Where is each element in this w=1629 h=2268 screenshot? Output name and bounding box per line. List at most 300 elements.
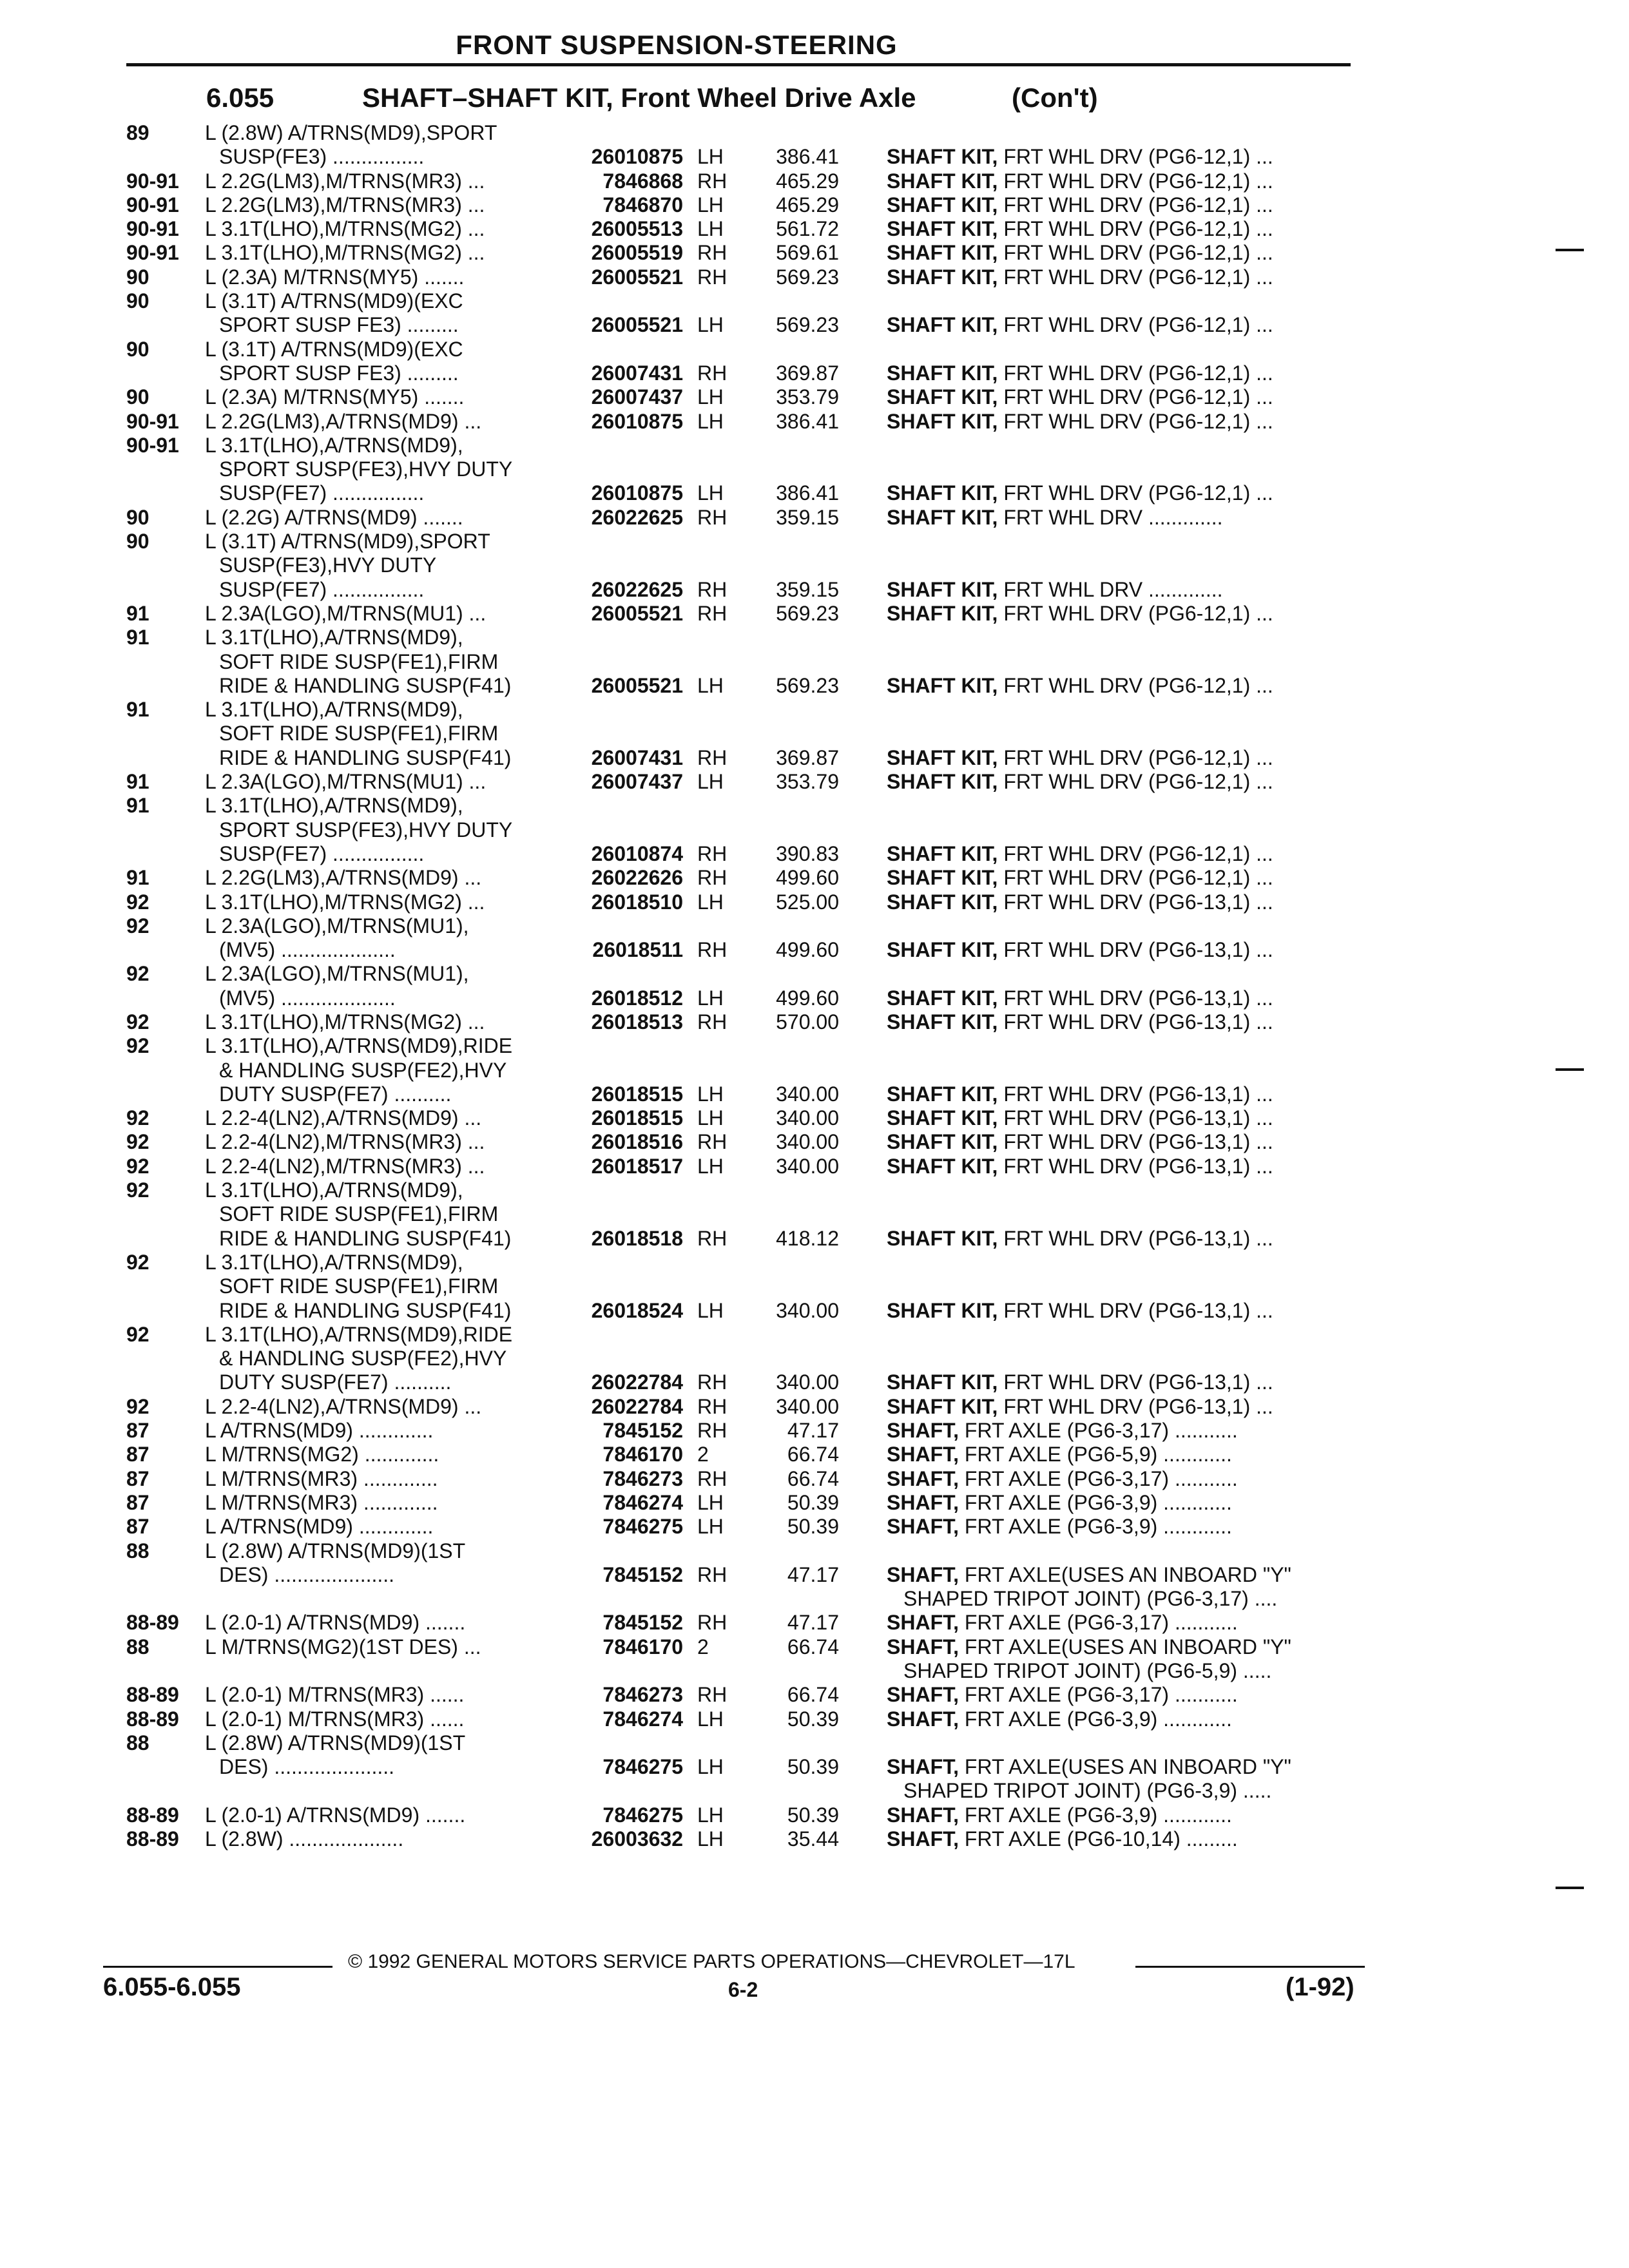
table-row — [0, 145, 1629, 169]
application-description: L 3.1T(LHO),A/TRNS(MD9), — [205, 698, 463, 722]
model-year: 92 — [126, 1250, 149, 1274]
model-year: 91 — [126, 698, 149, 722]
list-price: 525.00 — [776, 890, 839, 914]
part-name-text: FRT WHL DRV (PG6-12,1) ... — [998, 601, 1273, 625]
list-price: 569.23 — [776, 601, 839, 625]
part-number: 26018511 — [592, 938, 683, 962]
application-description: SOFT RIDE SUSP(FE1),FIRM — [219, 722, 499, 745]
application-description: SUSP(FE7) ................ — [219, 841, 425, 865]
application-description: L (2.0-1) A/TRNS(MD9) ....... — [205, 1611, 466, 1635]
part-name — [887, 1467, 1238, 1491]
model-year: 90-91 — [126, 193, 179, 216]
page-header-title: FRONT SUSPENSION-STEERING — [456, 30, 898, 60]
table-row — [0, 1659, 1629, 1683]
application-description: L (2.3A) M/TRNS(MY5) ....... — [205, 265, 465, 289]
application-description: L 2.3A(LGO),M/TRNS(MU1), — [205, 914, 469, 937]
part-name-bold: SHAFT KIT, — [887, 1106, 998, 1130]
part-name-bold: SHAFT KIT, — [887, 866, 998, 890]
part-number: 26022784 — [591, 1370, 683, 1394]
model-year: 87 — [126, 1515, 149, 1539]
list-price: 386.41 — [776, 409, 839, 433]
part-name-bold: SHAFT KIT, — [887, 673, 998, 697]
part-name-text: FRT AXLE(USES AN INBOARD "Y" — [959, 1635, 1291, 1658]
part-number: 26018510 — [591, 890, 683, 914]
part-number: 7846275 — [602, 1803, 683, 1827]
part-name-text: FRT WHL DRV ............. — [998, 577, 1223, 601]
table-row — [0, 986, 1629, 1010]
part-name-text: SHAPED TRIPOT JOINT) (PG6-3,17) .... — [903, 1587, 1278, 1611]
part-name-bold: SHAFT, — [887, 1466, 959, 1490]
table-row — [0, 1059, 1629, 1082]
table-row — [0, 193, 1629, 217]
part-name-text: FRT AXLE (PG6-3,9) ............ — [959, 1490, 1232, 1514]
list-price: 340.00 — [776, 1082, 839, 1106]
model-year: 88-89 — [126, 1611, 179, 1635]
part-number: 26010875 — [591, 481, 683, 505]
table-row — [0, 746, 1629, 770]
part-number: 7846870 — [602, 193, 683, 216]
part-name-text: FRT AXLE (PG6-10,14) ......... — [959, 1827, 1238, 1851]
table-row — [0, 1082, 1629, 1106]
application-description: SPORT SUSP(FE3),HVY DUTY — [219, 818, 513, 841]
side-quantity: LH — [697, 1298, 724, 1322]
part-name — [887, 578, 1223, 602]
part-name — [887, 1443, 1232, 1466]
side-quantity: RH — [697, 1466, 728, 1490]
list-price: 50.39 — [787, 1755, 839, 1779]
part-number: 26022626 — [591, 866, 683, 890]
model-year: 90 — [126, 385, 149, 409]
table-row — [0, 410, 1629, 434]
side-quantity: RH — [697, 241, 728, 265]
part-name-text: FRT WHL DRV (PG6-12,1) ... — [998, 145, 1273, 169]
list-price: 465.29 — [776, 193, 839, 216]
table-row — [0, 1274, 1629, 1298]
application-description: L 3.1T(LHO),A/TRNS(MD9), — [205, 1250, 463, 1274]
part-name-text: FRT WHL DRV (PG6-13,1) ... — [998, 1370, 1273, 1394]
table-row — [0, 1010, 1629, 1034]
part-name — [887, 602, 1273, 626]
part-number: 7846273 — [602, 1683, 683, 1707]
application-description: L (2.0-1) A/TRNS(MD9) ....... — [205, 1803, 466, 1827]
part-number: 26005521 — [591, 265, 683, 289]
list-price: 340.00 — [776, 1370, 839, 1394]
side-quantity: 2 — [697, 1635, 709, 1658]
model-year: 90-91 — [126, 217, 179, 241]
part-number: 26018524 — [591, 1298, 683, 1322]
application-description: L 2.2G(LM3),M/TRNS(MR3) ... — [205, 193, 485, 216]
part-name — [887, 1563, 1291, 1587]
footer-page-number: 6-2 — [728, 1978, 758, 2001]
part-number: 7846274 — [602, 1490, 683, 1514]
table-row — [0, 1491, 1629, 1515]
application-description: L M/TRNS(MR3) ............. — [205, 1490, 438, 1514]
application-description: L 2.3A(LGO),M/TRNS(MU1) ... — [205, 770, 487, 794]
part-name-bold: SHAFT, — [887, 1635, 959, 1658]
application-description: L A/TRNS(MD9) ............. — [205, 1419, 434, 1443]
section-number: 6.055 — [206, 82, 275, 113]
table-row — [0, 1731, 1629, 1755]
part-name-text: FRT WHL DRV (PG6-12,1) ... — [998, 409, 1273, 433]
table-row — [0, 1034, 1629, 1058]
side-quantity: RH — [697, 1394, 728, 1418]
part-name — [887, 313, 1273, 337]
side-quantity: LH — [697, 1154, 724, 1178]
list-price: 569.61 — [776, 241, 839, 265]
application-description: L 3.1T(LHO),A/TRNS(MD9), — [205, 794, 463, 818]
part-name — [887, 842, 1273, 866]
part-name-bold: SHAFT KIT, — [887, 169, 998, 193]
table-row — [0, 338, 1629, 361]
application-description: L 3.1T(LHO),M/TRNS(MG2) ... — [205, 241, 485, 265]
part-number: 26010875 — [591, 409, 683, 433]
side-quantity: LH — [697, 481, 724, 505]
part-name — [887, 986, 1273, 1010]
part-name-text: FRT WHL DRV (PG6-13,1) ... — [998, 890, 1273, 914]
side-quantity: LH — [697, 385, 724, 409]
part-number: 26007437 — [591, 385, 683, 409]
table-row — [0, 434, 1629, 457]
application-description: SUSP(FE7) ................ — [219, 577, 425, 601]
part-name-text: FRT WHL DRV (PG6-13,1) ... — [998, 1298, 1273, 1322]
list-price: 353.79 — [776, 385, 839, 409]
part-name-text: SHAPED TRIPOT JOINT) (PG6-3,9) ..... — [903, 1779, 1272, 1803]
part-name-bold: SHAFT KIT, — [887, 770, 998, 794]
table-row — [0, 1707, 1629, 1731]
list-price: 569.23 — [776, 313, 839, 337]
part-number: 26007431 — [591, 745, 683, 769]
list-price: 47.17 — [787, 1611, 839, 1635]
table-row — [0, 241, 1629, 265]
application-description: & HANDLING SUSP(FE2),HVY — [219, 1058, 507, 1082]
application-description: L 3.1T(LHO),A/TRNS(MD9), — [205, 433, 463, 457]
model-year: 87 — [126, 1443, 149, 1466]
list-price: 569.23 — [776, 265, 839, 289]
model-year: 87 — [126, 1490, 149, 1514]
part-name-text: FRT AXLE(USES AN INBOARD "Y" — [959, 1562, 1291, 1586]
part-name-bold: SHAFT KIT, — [887, 986, 998, 1010]
model-year: 90 — [126, 505, 149, 529]
part-name — [887, 1491, 1232, 1515]
part-name-text: FRT WHL DRV (PG6-12,1) ... — [998, 841, 1273, 865]
table-row — [0, 1467, 1629, 1491]
list-price: 50.39 — [787, 1707, 839, 1731]
side-quantity: RH — [697, 1010, 728, 1033]
application-description: L (2.8W) .................... — [205, 1827, 404, 1851]
part-name — [887, 938, 1273, 962]
list-price: 50.39 — [787, 1803, 839, 1827]
part-name — [887, 1155, 1273, 1178]
model-year: 88-89 — [126, 1827, 179, 1851]
application-description: L 2.2-4(LN2),M/TRNS(MR3) ... — [205, 1154, 485, 1178]
part-name-text: FRT WHL DRV ............. — [998, 505, 1223, 529]
part-name-text: FRT WHL DRV (PG6-12,1) ... — [998, 241, 1273, 265]
side-quantity: LH — [697, 1827, 724, 1851]
side-quantity: RH — [697, 1683, 728, 1707]
model-year: 92 — [126, 1394, 149, 1418]
side-quantity: RH — [697, 169, 728, 193]
part-number: 7845152 — [602, 1611, 683, 1635]
side-quantity: LH — [697, 770, 724, 794]
side-quantity: LH — [697, 1490, 724, 1514]
side-quantity: LH — [697, 890, 724, 914]
part-number: 26022625 — [591, 505, 683, 529]
table-row — [0, 818, 1629, 842]
model-year: 90 — [126, 337, 149, 361]
side-quantity: RH — [697, 938, 728, 962]
part-name-text: FRT WHL DRV (PG6-12,1) ... — [998, 385, 1273, 409]
table-row — [0, 866, 1629, 890]
side-quantity: RH — [697, 1611, 728, 1635]
application-description: (MV5) .................... — [219, 986, 396, 1010]
part-name-text: FRT AXLE (PG6-3,9) ............ — [959, 1707, 1232, 1731]
part-name-bold: SHAFT KIT, — [887, 265, 998, 289]
part-name-text: FRT WHL DRV (PG6-12,1) ... — [998, 481, 1273, 505]
part-name — [887, 770, 1273, 794]
application-description: L 3.1T(LHO),A/TRNS(MD9), — [205, 626, 463, 649]
part-name-text: FRT AXLE (PG6-3,9) ............ — [959, 1803, 1232, 1827]
part-name-bold: SHAFT KIT, — [887, 145, 998, 169]
part-name-text: FRT WHL DRV (PG6-13,1) ... — [998, 1226, 1273, 1250]
part-name — [887, 1227, 1273, 1251]
part-name-text: FRT WHL DRV (PG6-12,1) ... — [998, 361, 1273, 385]
table-row — [0, 169, 1629, 193]
table-row — [0, 938, 1629, 962]
application-description: DES) ..................... — [219, 1562, 395, 1586]
table-row — [0, 1227, 1629, 1251]
application-description: RIDE & HANDLING SUSP(F41) — [219, 1298, 512, 1322]
part-name-bold: SHAFT KIT, — [887, 1226, 998, 1250]
application-description: L 2.2-4(LN2),A/TRNS(MD9) ... — [205, 1394, 482, 1418]
list-price: 570.00 — [776, 1010, 839, 1033]
application-description: L (2.8W) A/TRNS(MD9),SPORT — [205, 121, 497, 144]
part-name-bold: SHAFT, — [887, 1562, 959, 1586]
part-name-text: FRT AXLE (PG6-3,17) ........... — [959, 1611, 1238, 1635]
model-year: 92 — [126, 1106, 149, 1130]
application-description: L M/TRNS(MG2) ............. — [205, 1443, 439, 1466]
list-price: 499.60 — [776, 866, 839, 890]
model-year: 92 — [126, 1010, 149, 1033]
table-row — [0, 506, 1629, 530]
part-name-text: FRT WHL DRV (PG6-13,1) ... — [998, 1394, 1273, 1418]
part-name-text: FRT AXLE(USES AN INBOARD "Y" — [959, 1755, 1291, 1779]
side-quantity: LH — [697, 986, 724, 1010]
table-row — [0, 481, 1629, 505]
part-name-text: FRT WHL DRV (PG6-13,1) ... — [998, 1010, 1273, 1033]
model-year: 92 — [126, 1322, 149, 1346]
application-description: L 2.2G(LM3),M/TRNS(MR3) ... — [205, 169, 485, 193]
part-number: 26018512 — [591, 986, 683, 1010]
application-description: L (2.3A) M/TRNS(MY5) ....... — [205, 385, 465, 409]
part-number: 7846274 — [602, 1707, 683, 1731]
part-name-bold: SHAFT KIT, — [887, 1298, 998, 1322]
side-quantity: LH — [697, 409, 724, 433]
table-row — [0, 794, 1629, 818]
side-quantity: RH — [697, 1226, 728, 1250]
application-description: (MV5) .................... — [219, 938, 396, 962]
application-description: L (3.1T) A/TRNS(MD9)(EXC — [205, 337, 463, 361]
list-price: 66.74 — [787, 1443, 839, 1466]
table-row — [0, 1539, 1629, 1563]
model-year: 92 — [126, 1130, 149, 1154]
model-year: 90 — [126, 265, 149, 289]
section-heading — [206, 82, 1366, 121]
model-year: 92 — [126, 890, 149, 914]
table-row — [0, 217, 1629, 241]
side-quantity: LH — [697, 193, 724, 216]
part-name-text: FRT WHL DRV (PG6-13,1) ... — [998, 1082, 1273, 1106]
model-year: 90-91 — [126, 169, 179, 193]
model-year: 92 — [126, 1154, 149, 1178]
table-row — [0, 1587, 1629, 1611]
part-name — [903, 1659, 1271, 1683]
model-year: 89 — [126, 121, 149, 144]
part-name — [887, 866, 1273, 890]
part-name-bold: SHAFT KIT, — [887, 1154, 998, 1178]
part-name-text: FRT AXLE (PG6-3,17) ........... — [959, 1683, 1238, 1707]
application-description: DUTY SUSP(FE7) .......... — [219, 1082, 452, 1106]
application-description: L M/TRNS(MG2)(1ST DES) ... — [205, 1635, 481, 1658]
application-description: L 3.1T(LHO),M/TRNS(MG2) ... — [205, 217, 485, 241]
part-name-text: FRT WHL DRV (PG6-13,1) ... — [998, 938, 1273, 962]
table-row — [0, 650, 1629, 674]
table-row — [0, 313, 1629, 337]
model-year: 88-89 — [126, 1707, 179, 1731]
application-description: SUSP(FE3) ................ — [219, 145, 425, 169]
part-name — [887, 1130, 1273, 1154]
part-name — [887, 746, 1273, 770]
part-name-text: FRT WHL DRV (PG6-13,1) ... — [998, 1154, 1273, 1178]
application-description: SOFT RIDE SUSP(FE1),FIRM — [219, 649, 499, 673]
application-description: L A/TRNS(MD9) ............. — [205, 1515, 434, 1539]
table-row — [0, 722, 1629, 745]
part-name — [887, 1635, 1291, 1659]
table-row — [0, 1395, 1629, 1419]
margin-mark — [1556, 1068, 1584, 1071]
part-name-bold: SHAFT, — [887, 1443, 959, 1466]
model-year: 87 — [126, 1466, 149, 1490]
application-description: SOFT RIDE SUSP(FE1),FIRM — [219, 1274, 499, 1298]
application-description: L (2.0-1) M/TRNS(MR3) ...... — [205, 1707, 465, 1731]
part-name — [887, 1299, 1273, 1323]
part-name — [887, 385, 1273, 409]
application-description: DES) ..................... — [219, 1755, 395, 1779]
model-year: 90 — [126, 289, 149, 313]
model-year: 88 — [126, 1731, 149, 1754]
application-description: L 3.1T(LHO),M/TRNS(MG2) ... — [205, 1010, 485, 1033]
part-name-bold: SHAFT KIT, — [887, 1394, 998, 1418]
part-name-bold: SHAFT KIT, — [887, 217, 998, 241]
part-name-bold: SHAFT KIT, — [887, 241, 998, 265]
part-name-text: FRT AXLE (PG6-3,17) ........... — [959, 1466, 1238, 1490]
part-name-bold: SHAFT KIT, — [887, 745, 998, 769]
table-row — [0, 1419, 1629, 1443]
table-row — [0, 1635, 1629, 1659]
table-row — [0, 674, 1629, 698]
side-quantity: LH — [697, 313, 724, 337]
part-number: 7846273 — [602, 1466, 683, 1490]
table-row — [0, 553, 1629, 577]
application-description: L 2.2-4(LN2),M/TRNS(MR3) ... — [205, 1130, 485, 1154]
part-number: 26022784 — [591, 1394, 683, 1418]
part-name — [887, 361, 1273, 385]
model-year: 90-91 — [126, 409, 179, 433]
footer-rule-left — [103, 1966, 333, 1968]
part-name-bold: SHAFT KIT, — [887, 890, 998, 914]
application-description: SPORT SUSP FE3) ......... — [219, 361, 459, 385]
side-quantity: RH — [697, 361, 728, 385]
part-number: 7845152 — [602, 1562, 683, 1586]
model-year: 91 — [126, 626, 149, 649]
part-number: 7846868 — [602, 169, 683, 193]
model-year: 88-89 — [126, 1683, 179, 1707]
part-number: 26010875 — [591, 145, 683, 169]
side-quantity: LH — [697, 1515, 724, 1539]
application-description: & HANDLING SUSP(FE2),HVY — [219, 1347, 507, 1370]
part-name-text: FRT WHL DRV (PG6-13,1) ... — [998, 1106, 1273, 1130]
list-price: 359.15 — [776, 577, 839, 601]
list-price: 47.17 — [787, 1419, 839, 1443]
part-name-bold: SHAFT, — [887, 1827, 959, 1851]
part-name — [887, 1515, 1232, 1539]
model-year: 91 — [126, 794, 149, 818]
part-name-bold: SHAFT KIT, — [887, 193, 998, 216]
application-description: L (2.0-1) M/TRNS(MR3) ...... — [205, 1683, 465, 1707]
list-price: 353.79 — [776, 770, 839, 794]
margin-mark — [1556, 1887, 1584, 1889]
list-price: 418.12 — [776, 1226, 839, 1250]
part-name — [887, 1755, 1291, 1779]
list-price: 47.17 — [787, 1562, 839, 1586]
side-quantity: RH — [697, 841, 728, 865]
part-name — [887, 217, 1273, 241]
application-description: L 2.2G(LM3),A/TRNS(MD9) ... — [205, 409, 482, 433]
application-description: RIDE & HANDLING SUSP(F41) — [219, 745, 512, 769]
model-year: 92 — [126, 1034, 149, 1058]
part-name-bold: SHAFT KIT, — [887, 481, 998, 505]
side-quantity: RH — [697, 866, 728, 890]
part-number: 26007431 — [591, 361, 683, 385]
side-quantity: RH — [697, 1419, 728, 1443]
part-name-text: FRT WHL DRV (PG6-12,1) ... — [998, 217, 1273, 241]
header-rule — [126, 63, 1351, 66]
list-price: 340.00 — [776, 1298, 839, 1322]
side-quantity: LH — [697, 217, 724, 241]
list-price: 369.87 — [776, 361, 839, 385]
application-description: L (3.1T) A/TRNS(MD9),SPORT — [205, 530, 490, 553]
part-name — [887, 1370, 1273, 1394]
table-row — [0, 361, 1629, 385]
table-row — [0, 890, 1629, 914]
table-row — [0, 578, 1629, 602]
list-price: 66.74 — [787, 1635, 839, 1658]
part-name — [887, 1683, 1238, 1707]
part-number: 26005521 — [591, 313, 683, 337]
table-row — [0, 530, 1629, 553]
part-name-bold: SHAFT, — [887, 1490, 959, 1514]
list-price: 386.41 — [776, 481, 839, 505]
application-description: L 2.2G(LM3),A/TRNS(MD9) ... — [205, 866, 482, 890]
part-name-bold: SHAFT, — [887, 1611, 959, 1635]
part-name-bold: SHAFT, — [887, 1515, 959, 1539]
table-row — [0, 842, 1629, 866]
table-row — [0, 1106, 1629, 1130]
part-name-text: FRT AXLE (PG6-3,9) ............ — [959, 1515, 1232, 1539]
part-name-text: FRT WHL DRV (PG6-12,1) ... — [998, 193, 1273, 216]
side-quantity: 2 — [697, 1443, 709, 1466]
part-number: 26018515 — [591, 1082, 683, 1106]
part-name — [887, 265, 1273, 289]
